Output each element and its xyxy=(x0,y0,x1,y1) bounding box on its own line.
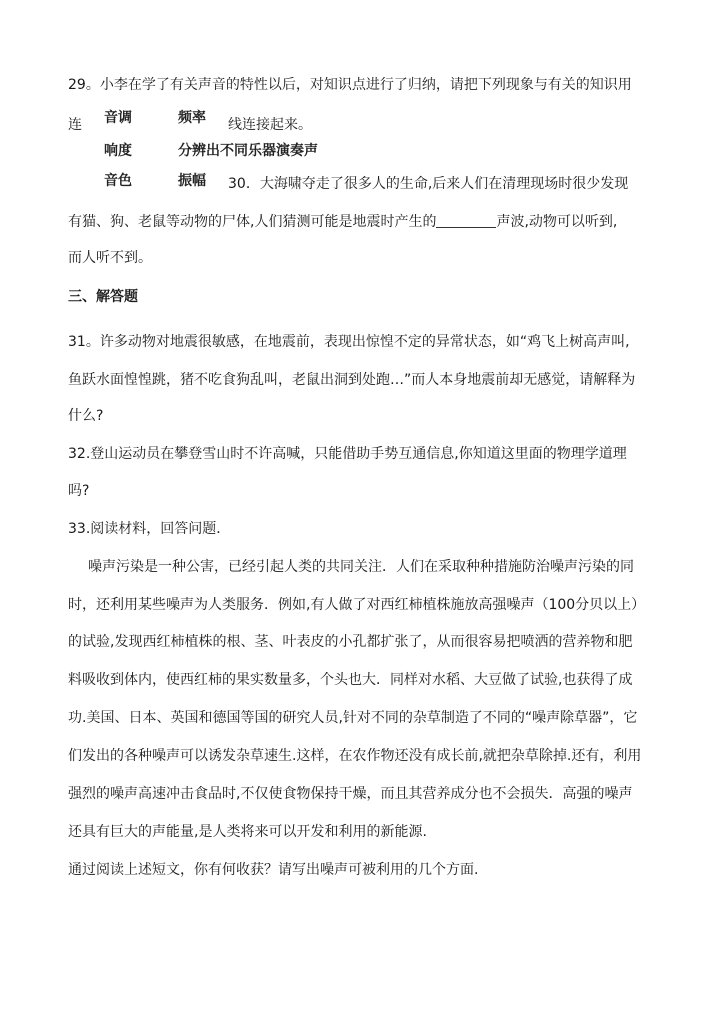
q29-lead: 连 xyxy=(68,117,82,133)
q33-para-line: 还具有巨大的声能量,是人类将来可以开发和利用的新能源. xyxy=(68,824,427,840)
q33-title: 33.阅读材料，回答问题． xyxy=(68,521,231,537)
q32-line1: 32.登山运动员在攀登雪山时不许高喊，只能借助手势互通信息,你知道这里面的物理学道理 xyxy=(68,446,627,462)
q30-line1: 30．大海啸夺走了很多人的生命,后来人们在清理现场时很少发现 xyxy=(228,176,629,192)
q29-left-term-2: 响度 xyxy=(104,143,132,159)
q30-line2-pre: 有猫、狗、老鼠等动物的尸体,人们猜测可能是地震时产生的 xyxy=(68,214,437,230)
q33-para-line: 噪声污染是一种公害，已经引起人类的共同关注．人们在采取种种措施防治噪声污染的同 xyxy=(88,559,634,575)
section-heading: 三、解答题 xyxy=(68,289,138,305)
q29-right-term-2: 分辨出不同乐器演奏声 xyxy=(178,143,318,159)
q32-line2: 吗? xyxy=(68,483,90,499)
q29-left-term-3: 音色 xyxy=(104,173,132,189)
q31-line1: 31。许多动物对地震很敏感，在地震前，表现出惊惶不定的异常状态，如“鸡飞上树高声叫, xyxy=(68,334,630,350)
q30-line3: 而人听不到。 xyxy=(68,250,152,266)
q31-line3: 什么? xyxy=(68,408,104,424)
q29-right-term-1: 频率 xyxy=(178,110,206,126)
q29-line2-tail: 线连接起来。 xyxy=(228,117,312,133)
answer-blank xyxy=(436,213,496,228)
q29-line1: 29。小李在学了有关声音的特性以后，对知识点进行了归纳，请把下列现象与有关的知识用 xyxy=(68,77,632,93)
q33-para-line: 料吸收到体内，使西红柿的果实数量多，个头也大．同样对水稻、大豆做了试验,也获得了成 xyxy=(68,672,633,688)
q31-line2: 鱼跃水面惶惶跳，猪不吃食狗乱叫，老鼠出洞到处跑…”而人本身地震前却无感觉，请解释为 xyxy=(68,372,636,388)
q33-question: 通过阅读上述短文，你有何收获？请写出噪声可被利用的几个方面. xyxy=(68,862,479,878)
q33-para-line: 们发出的各种噪声可以诱发杂草速生.这样，在农作物还没有成长前,就把杂草除掉.还有，利用 xyxy=(68,748,642,764)
q33-para-line: 强烈的噪声高速冲击食品时,不仅使食物保持干燥，而且其营养成分也不会损失．高强的噪声 xyxy=(68,786,633,802)
q33-para-line: 功.美国、日本、英国和德国等国的研究人员,针对不同的杂草制造了不同的“噪声除草器”，它 xyxy=(68,710,638,726)
q33-para-line: 的试验,发现西红柿植株的根、茎、叶表皮的小孔都扩张了，从而很容易把喷洒的营养物和肥 xyxy=(68,634,633,650)
q29-right-term-3: 振幅 xyxy=(178,173,206,189)
q33-para-line: 时，还利用某些噪声为人类服务．例如,有人做了对西红柿植株施放高强噪声（100分贝以上） xyxy=(68,597,646,613)
q30-line2-post: 声波,动物可以听到, xyxy=(496,214,618,230)
q29-left-term-1: 音调 xyxy=(104,110,132,126)
q30-line2 xyxy=(68,212,617,232)
